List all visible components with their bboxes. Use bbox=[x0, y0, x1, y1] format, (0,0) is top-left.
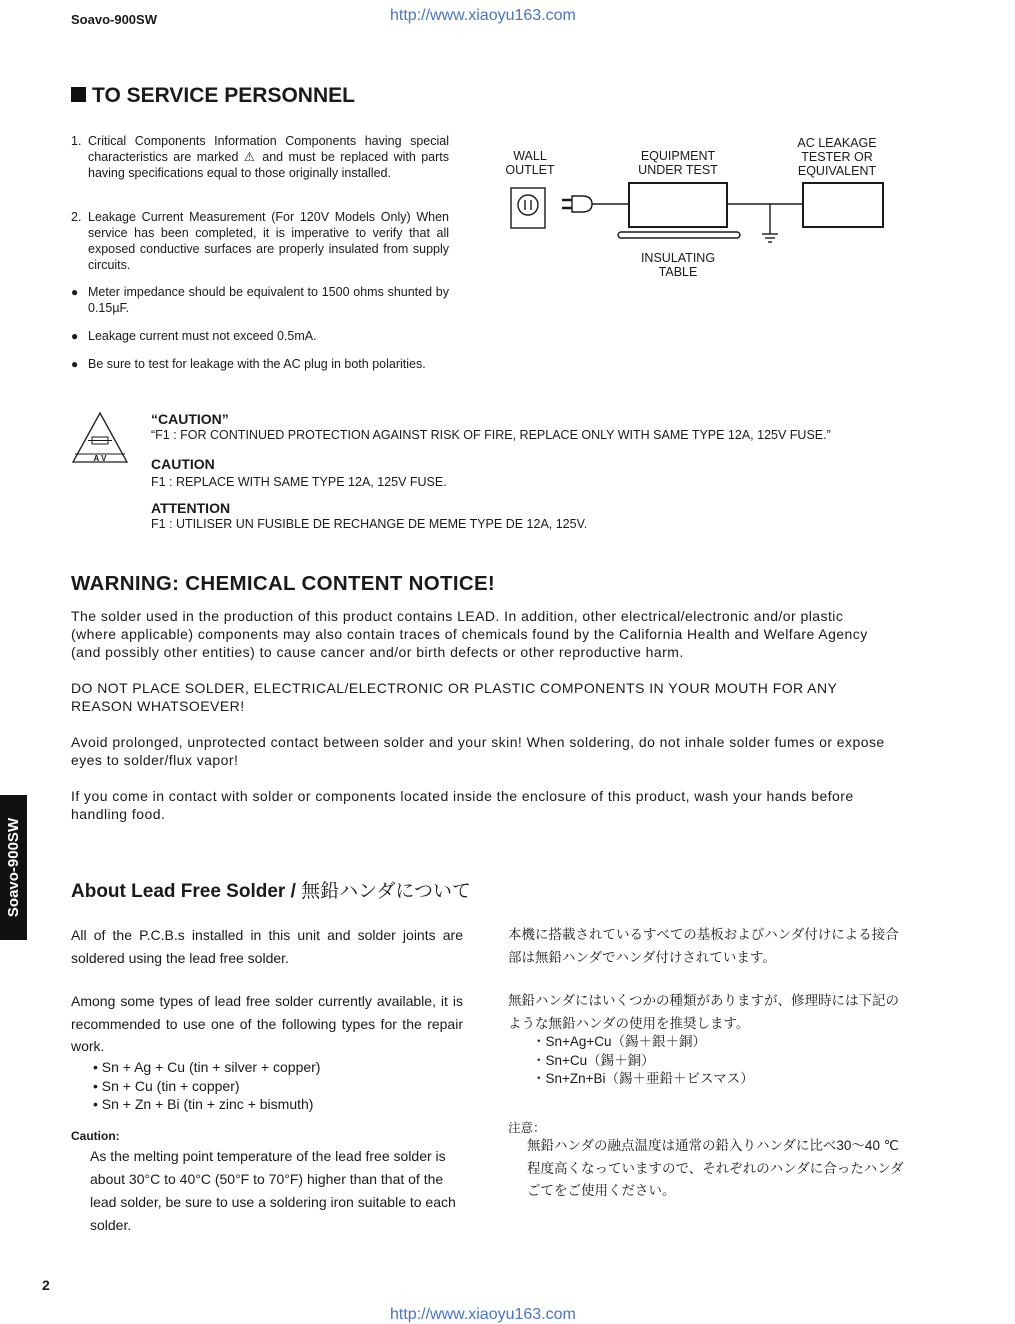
lead-free-title: About Lead Free Solder / 無鉛ハンダについて bbox=[71, 881, 472, 902]
warning-triangle-icon bbox=[70, 410, 130, 465]
equipment-box bbox=[629, 183, 727, 227]
warning-title: WARNING: CHEMICAL CONTENT NOTICE! bbox=[71, 572, 496, 595]
outlet-socket-icon bbox=[518, 195, 538, 215]
jp-note-label: 注意： bbox=[508, 1121, 546, 1135]
warning-paragraph-4: If you come in contact with solder or components located inside the enclosure of this product, wash your hands before handling food. bbox=[71, 788, 854, 822]
bullet-dot-icon: ● bbox=[71, 285, 79, 299]
service-bullet-2: ● Leakage current must not exceed 0.5mA. bbox=[71, 329, 317, 343]
service-bullet-3: ● Be sure to test for leakage with the AC plug in both polarities. bbox=[71, 357, 426, 371]
leakage-diagram bbox=[500, 180, 890, 250]
ac-tester-label: AC LEAKAGE TESTER OR EQUIVALENT bbox=[797, 136, 877, 178]
insulating-table-label: INSULATING TABLE bbox=[640, 251, 716, 279]
lead-free-caution-text: As the melting point temperature of the lead free solder is about 30°C to 40°C (50°F to 70°F) higher than that of the lead solder, be sure to use a soldering iron suitable to each solder. bbox=[90, 1148, 456, 1233]
list-item: ・Sn+Cu（錫＋銅） bbox=[532, 1052, 655, 1068]
caution-title: CAUTION bbox=[151, 456, 215, 472]
service-bullet-1: ● Meter impedance should be equivalent to 1500 ohms shunted by 0.15µF. bbox=[71, 285, 449, 315]
model-header: Soavo-900SW bbox=[71, 12, 157, 27]
square-bullet-icon bbox=[71, 87, 86, 102]
lead-free-title-jp: 無鉛ハンダについて bbox=[301, 881, 472, 902]
list-item: • Sn + Cu (tin + copper) bbox=[93, 1077, 240, 1094]
lead-free-en-list bbox=[93, 1058, 320, 1114]
lead-free-jp-list bbox=[532, 1033, 754, 1089]
list-item: • Sn + Zn + Bi (tin + zinc + bismuth) bbox=[93, 1096, 314, 1112]
wall-outlet-label: WALL OUTLET bbox=[505, 149, 555, 177]
service-title: TO SERVICE PERSONNEL bbox=[71, 84, 355, 108]
quoted-caution-title: “CAUTION” bbox=[151, 411, 229, 427]
list-item: ・Sn+Ag+Cu（錫＋銀＋銅） bbox=[532, 1034, 707, 1049]
url-top-link[interactable]: http://www.xiaoyu163.com bbox=[390, 7, 576, 24]
url-bottom-link[interactable]: http://www.xiaoyu163.com bbox=[390, 1306, 576, 1323]
lead-free-jp-p2: 無鉛ハンダにはいくつかの種類がありますが、修理時には下記のような無鉛ハンダの使用を推奨します。 bbox=[508, 993, 899, 1031]
page-number: 2 bbox=[42, 1277, 50, 1293]
lead-free-en-p2: Among some types of lead free solder currently available, it is recommended to use one of the following types for the repair work. bbox=[71, 993, 463, 1054]
list-item: • Sn + Ag + Cu (tin + silver + copper) bbox=[93, 1059, 321, 1075]
lead-free-jp-p1: 本機に搭載されているすべての基板およびハンダ付けによる接合部は無鉛ハンダでハンダ付けされています。 bbox=[508, 927, 899, 965]
bullet-dot-icon: ● bbox=[71, 329, 79, 343]
attention-title: ATTENTION bbox=[151, 500, 231, 516]
bullet-dot-icon: ● bbox=[71, 357, 79, 371]
service-item-1: 1. Critical Components Information Components having special characteristics are marked ⚠ and must be replaced with parts having specifications equal to those originally installed. bbox=[71, 134, 449, 180]
attention-text: F1 : UTILISER UN FUSIBLE DE RECHANGE DE MEME TYPE DE 12A, 125V. bbox=[151, 517, 588, 531]
warning-paragraph-1: The solder used in the production of this product contains LEAD. In addition, other electrical/electronic and/or plastic (where applicable) components may also contain traces of chemicals found by the California Health and Welfare Agency (and possibly other entities) to cause cancer and/or birth defects or other reproductive harm. bbox=[71, 608, 868, 660]
plug-icon bbox=[572, 196, 592, 212]
lead-free-en-p1: All of the P.C.B.s installed in this unit and solder joints are soldered using the lead free solder. bbox=[71, 927, 463, 966]
equipment-label: EQUIPMENT UNDER TEST bbox=[638, 149, 718, 177]
quoted-caution-text: “F1 : FOR CONTINUED PROTECTION AGAINST RISK OF FIRE, REPLACE ONLY WITH SAME TYPE 12A, 125V FUSE.” bbox=[151, 428, 831, 442]
side-tab-label: Soavo-900SW bbox=[5, 817, 23, 918]
caution-text: F1 : REPLACE WITH SAME TYPE 12A, 125V FUSE. bbox=[151, 475, 447, 489]
side-tab bbox=[0, 795, 27, 940]
ac-tester-box bbox=[803, 183, 883, 227]
warning-paragraph-3: Avoid prolonged, unprotected contact between solder and your skin! When soldering, do not inhale solder fumes or expose eyes to solder/flux vapor! bbox=[71, 734, 885, 768]
lead-free-caution-label: Caution: bbox=[71, 1129, 120, 1143]
warning-paragraph-2: DO NOT PLACE SOLDER, ELECTRICAL/ELECTRONIC OR PLASTIC COMPONENTS IN YOUR MOUTH FOR ANY REASON WHATSOEVER! bbox=[71, 680, 838, 714]
service-item-2: 2. Leakage Current Measurement (For 120V Models Only) When service has been completed, it is imperative to verify that all exposed conductive surfaces are properly insulated from supply circuits. bbox=[71, 210, 449, 272]
jp-note-text: 無鉛ハンダの融点温度は通常の鉛入りハンダに比べ30～40 ℃程度高くなっていますので、それぞれのハンダに合ったハンダごてをご使用ください。 bbox=[527, 1138, 904, 1198]
wall-outlet-box bbox=[511, 188, 545, 228]
fuse-symbol-label: A V bbox=[93, 454, 107, 463]
list-item: ・Sn+Zn+Bi（錫＋亜鉛＋ビスマス） bbox=[532, 1071, 754, 1086]
